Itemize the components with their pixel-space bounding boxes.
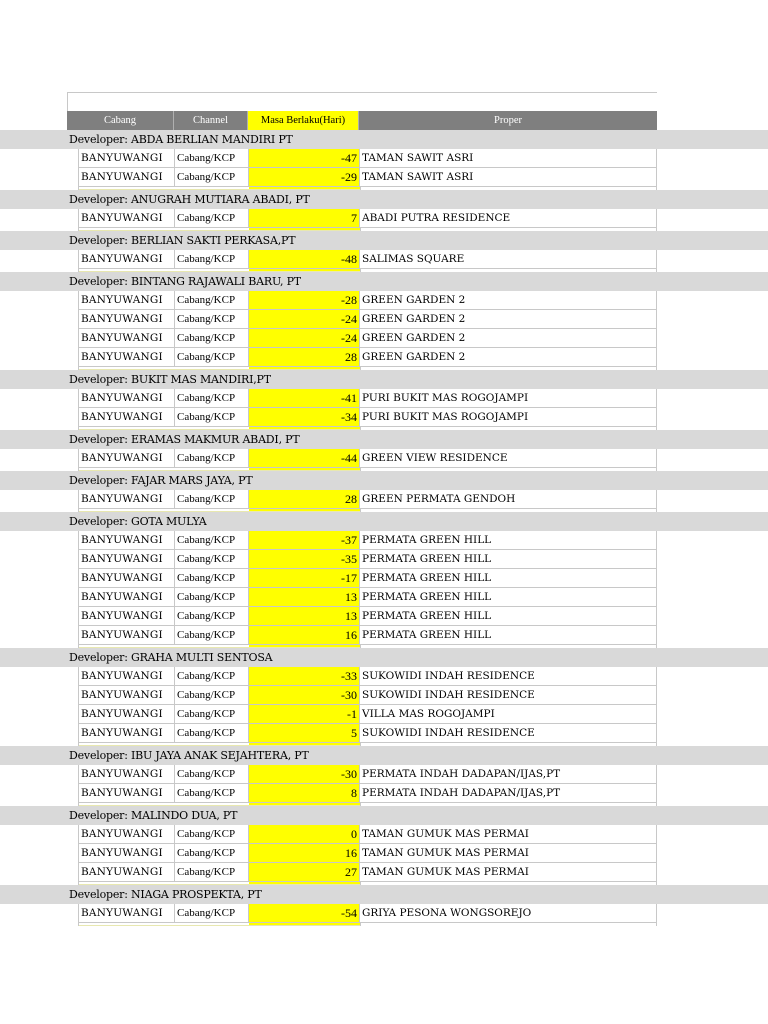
spacer-cell bbox=[249, 367, 360, 370]
cell-masa-berlaku[interactable]: 16 bbox=[249, 844, 360, 862]
table-row[interactable] bbox=[78, 490, 657, 509]
cell-cabang[interactable]: BANYUWANGI bbox=[79, 329, 175, 347]
spacer-cell bbox=[79, 882, 249, 885]
developer-group-header[interactable]: Developer: GRAHA MULTI SENTOSA bbox=[0, 648, 768, 667]
developer-group-header[interactable]: Developer: MALINDO DUA, PT bbox=[0, 806, 768, 825]
spacer-cell bbox=[249, 468, 360, 471]
cell-cabang[interactable]: BANYUWANGI bbox=[79, 607, 175, 625]
header-cabang[interactable]: Cabang bbox=[67, 111, 174, 130]
group-spacer bbox=[78, 367, 657, 370]
cell-cabang[interactable]: BANYUWANGI bbox=[79, 389, 175, 407]
cell-channel[interactable]: Cabang/KCP bbox=[175, 310, 249, 328]
cell-masa-berlaku[interactable]: 16 bbox=[249, 626, 360, 644]
cell-cabang[interactable]: BANYUWANGI bbox=[79, 863, 175, 881]
group-spacer bbox=[78, 923, 657, 926]
cell-masa-berlaku[interactable]: -28 bbox=[249, 291, 360, 309]
cell-masa-berlaku[interactable]: -48 bbox=[249, 250, 360, 268]
table-row[interactable] bbox=[78, 531, 657, 550]
cell-cabang[interactable]: BANYUWANGI bbox=[79, 626, 175, 644]
cell-proper[interactable]: GREEN GARDEN 2 bbox=[362, 294, 466, 306]
cell-masa-berlaku[interactable]: 28 bbox=[249, 348, 360, 366]
cell-masa-berlaku[interactable]: -30 bbox=[249, 686, 360, 704]
cell-masa-berlaku[interactable]: 0 bbox=[249, 825, 360, 843]
cell-proper[interactable]: SUKOWIDI INDAH RESIDENCE bbox=[362, 670, 535, 682]
cell-cabang[interactable]: BANYUWANGI bbox=[79, 449, 175, 467]
cell-channel[interactable]: Cabang/KCP bbox=[175, 168, 249, 186]
cell-cabang[interactable]: BANYUWANGI bbox=[79, 310, 175, 328]
cell-channel[interactable]: Cabang/KCP bbox=[175, 408, 249, 426]
cell-masa-berlaku[interactable]: -34 bbox=[249, 408, 360, 426]
cell-channel[interactable]: Cabang/KCP bbox=[175, 784, 249, 802]
cell-cabang[interactable]: BANYUWANGI bbox=[79, 904, 175, 922]
table-row[interactable] bbox=[78, 904, 657, 923]
spacer-cell bbox=[360, 468, 656, 471]
table-row[interactable] bbox=[78, 724, 657, 743]
cell-masa-berlaku[interactable]: 13 bbox=[249, 607, 360, 625]
table-row[interactable] bbox=[78, 329, 657, 348]
cell-channel[interactable]: Cabang/KCP bbox=[175, 550, 249, 568]
group-spacer bbox=[78, 427, 657, 430]
cell-cabang[interactable]: BANYUWANGI bbox=[79, 825, 175, 843]
cell-proper[interactable]: PERMATA INDAH DADAPAN/IJAS,PT bbox=[362, 787, 561, 799]
spacer-cell bbox=[79, 427, 249, 430]
cell-masa-berlaku[interactable]: -24 bbox=[249, 310, 360, 328]
table-row[interactable] bbox=[78, 149, 657, 168]
cell-channel[interactable]: Cabang/KCP bbox=[175, 904, 249, 922]
cell-proper[interactable]: PURI BUKIT MAS ROGOJAMPI bbox=[362, 392, 529, 404]
cell-masa-berlaku[interactable]: 8 bbox=[249, 784, 360, 802]
cell-channel[interactable]: Cabang/KCP bbox=[175, 490, 249, 508]
table-row[interactable] bbox=[78, 765, 657, 784]
cell-channel[interactable]: Cabang/KCP bbox=[175, 705, 249, 723]
cell-proper[interactable]: VILLA MAS ROGOJAMPI bbox=[362, 708, 495, 720]
table-row[interactable] bbox=[78, 844, 657, 863]
table-row[interactable] bbox=[78, 626, 657, 645]
spacer-cell bbox=[249, 645, 360, 648]
cell-channel[interactable]: Cabang/KCP bbox=[175, 825, 249, 843]
cell-masa-berlaku[interactable]: -54 bbox=[249, 904, 360, 922]
spacer-cell bbox=[79, 228, 249, 231]
group-spacer bbox=[78, 645, 657, 648]
cell-masa-berlaku[interactable]: 5 bbox=[249, 724, 360, 742]
cell-cabang[interactable]: BANYUWANGI bbox=[79, 348, 175, 366]
group-spacer bbox=[78, 468, 657, 471]
cell-channel[interactable]: Cabang/KCP bbox=[175, 667, 249, 685]
spacer-cell bbox=[249, 187, 360, 190]
table-row[interactable] bbox=[78, 408, 657, 427]
group-spacer bbox=[78, 743, 657, 746]
developer-group-header[interactable]: Developer: FAJAR MARS JAYA, PT bbox=[0, 471, 768, 490]
spacer-cell bbox=[249, 269, 360, 272]
cell-channel[interactable]: Cabang/KCP bbox=[175, 686, 249, 704]
developer-group-header[interactable]: Developer: GOTA MULYA bbox=[0, 512, 768, 531]
cell-proper[interactable]: PERMATA GREEN HILL bbox=[362, 553, 492, 565]
spacer-cell bbox=[79, 645, 249, 648]
cell-proper[interactable]: PERMATA GREEN HILL bbox=[362, 591, 492, 603]
spacer-cell bbox=[249, 427, 360, 430]
table-row[interactable] bbox=[78, 310, 657, 329]
cell-cabang[interactable]: BANYUWANGI bbox=[79, 844, 175, 862]
table-row[interactable] bbox=[78, 863, 657, 882]
spacer-cell bbox=[249, 882, 360, 885]
cell-proper[interactable]: GRIYA PESONA WONGSOREJO bbox=[362, 907, 532, 919]
cell-channel[interactable]: Cabang/KCP bbox=[175, 291, 249, 309]
cell-proper[interactable]: GREEN GARDEN 2 bbox=[362, 351, 466, 363]
cell-masa-berlaku[interactable]: -44 bbox=[249, 449, 360, 467]
developer-group-header[interactable]: Developer: BERLIAN SAKTI PERKASA,PT bbox=[0, 231, 768, 250]
cell-proper[interactable]: PURI BUKIT MAS ROGOJAMPI bbox=[362, 411, 529, 423]
group-spacer bbox=[78, 269, 657, 272]
spacer-cell bbox=[79, 509, 249, 512]
cell-cabang[interactable]: BANYUWANGI bbox=[79, 667, 175, 685]
cell-masa-berlaku[interactable]: -37 bbox=[249, 531, 360, 549]
cell-proper[interactable]: SALIMAS SQUARE bbox=[362, 253, 465, 265]
group-spacer bbox=[78, 509, 657, 512]
spacer-cell bbox=[360, 509, 656, 512]
cell-channel[interactable]: Cabang/KCP bbox=[175, 250, 249, 268]
spacer-cell bbox=[360, 645, 656, 648]
table-row[interactable] bbox=[78, 449, 657, 468]
cell-proper[interactable]: PERMATA GREEN HILL bbox=[362, 610, 492, 622]
cell-channel[interactable]: Cabang/KCP bbox=[175, 844, 249, 862]
cell-proper[interactable]: TAMAN GUMUK MAS PERMAI bbox=[362, 847, 529, 859]
spacer-cell bbox=[79, 743, 249, 746]
cell-cabang[interactable]: BANYUWANGI bbox=[79, 490, 175, 508]
cell-masa-berlaku[interactable]: -24 bbox=[249, 329, 360, 347]
cell-masa-berlaku[interactable]: -47 bbox=[249, 149, 360, 167]
spacer-cell bbox=[79, 468, 249, 471]
cell-masa-berlaku[interactable]: -33 bbox=[249, 667, 360, 685]
table-row[interactable] bbox=[78, 348, 657, 367]
cell-channel[interactable]: Cabang/KCP bbox=[175, 588, 249, 606]
cell-masa-berlaku[interactable]: -41 bbox=[249, 389, 360, 407]
cell-cabang[interactable]: BANYUWANGI bbox=[79, 686, 175, 704]
spacer-cell bbox=[249, 803, 360, 806]
table-row[interactable] bbox=[78, 291, 657, 310]
cell-channel[interactable]: Cabang/KCP bbox=[175, 765, 249, 783]
developer-group-header[interactable]: Developer: ANUGRAH MUTIARA ABADI, PT bbox=[0, 190, 768, 209]
cell-cabang[interactable]: BANYUWANGI bbox=[79, 784, 175, 802]
cell-cabang[interactable]: BANYUWANGI bbox=[79, 168, 175, 186]
cell-proper[interactable]: TAMAN SAWIT ASRI bbox=[362, 152, 474, 164]
cell-cabang[interactable]: BANYUWANGI bbox=[79, 765, 175, 783]
spacer-cell bbox=[360, 803, 656, 806]
cell-channel[interactable]: Cabang/KCP bbox=[175, 724, 249, 742]
cell-masa-berlaku[interactable]: -29 bbox=[249, 168, 360, 186]
cell-channel[interactable]: Cabang/KCP bbox=[175, 531, 249, 549]
group-spacer bbox=[78, 803, 657, 806]
group-spacer bbox=[78, 882, 657, 885]
cell-masa-berlaku[interactable]: -35 bbox=[249, 550, 360, 568]
group-spacer bbox=[78, 187, 657, 190]
spacer-cell bbox=[249, 228, 360, 231]
cell-masa-berlaku[interactable]: -17 bbox=[249, 569, 360, 587]
spacer-cell bbox=[249, 509, 360, 512]
cell-channel[interactable]: Cabang/KCP bbox=[175, 389, 249, 407]
cell-proper[interactable]: PERMATA GREEN HILL bbox=[362, 572, 492, 584]
cell-masa-berlaku[interactable]: -1 bbox=[249, 705, 360, 723]
table-row[interactable] bbox=[78, 168, 657, 187]
header-masa-berlaku[interactable]: Masa Berlaku(Hari) bbox=[248, 111, 359, 130]
spacer-cell bbox=[360, 923, 656, 926]
cell-masa-berlaku[interactable]: 27 bbox=[249, 863, 360, 881]
spacer-cell bbox=[360, 187, 656, 190]
developer-group-header[interactable]: Developer: ABDA BERLIAN MANDIRI PT bbox=[0, 130, 768, 149]
spacer-cell bbox=[79, 187, 249, 190]
table-row[interactable] bbox=[78, 588, 657, 607]
cell-proper[interactable]: TAMAN GUMUK MAS PERMAI bbox=[362, 866, 529, 878]
spacer-cell bbox=[360, 427, 656, 430]
cell-cabang[interactable]: BANYUWANGI bbox=[79, 550, 175, 568]
cell-proper[interactable]: SUKOWIDI INDAH RESIDENCE bbox=[362, 727, 535, 739]
table-row[interactable] bbox=[78, 209, 657, 228]
header-proper[interactable]: Proper bbox=[494, 115, 522, 126]
spacer-cell bbox=[79, 269, 249, 272]
cell-proper[interactable]: PERMATA GREEN HILL bbox=[362, 629, 492, 641]
cell-masa-berlaku[interactable]: 7 bbox=[249, 209, 360, 227]
cell-cabang[interactable]: BANYUWANGI bbox=[79, 705, 175, 723]
table-header bbox=[67, 111, 657, 130]
group-spacer bbox=[78, 228, 657, 231]
cell-proper[interactable]: GREEN VIEW RESIDENCE bbox=[362, 452, 508, 464]
spacer-cell bbox=[360, 367, 656, 370]
table-row[interactable] bbox=[78, 686, 657, 705]
table-row[interactable] bbox=[78, 667, 657, 686]
cell-channel[interactable]: Cabang/KCP bbox=[175, 863, 249, 881]
table-row[interactable] bbox=[78, 250, 657, 269]
cell-cabang[interactable]: BANYUWANGI bbox=[79, 724, 175, 742]
cell-cabang[interactable]: BANYUWANGI bbox=[79, 291, 175, 309]
cell-channel[interactable]: Cabang/KCP bbox=[175, 569, 249, 587]
cell-proper[interactable]: GREEN PERMATA GENDOH bbox=[362, 493, 516, 505]
cell-channel[interactable]: Cabang/KCP bbox=[175, 449, 249, 467]
cell-proper[interactable]: PERMATA INDAH DADAPAN/IJAS,PT bbox=[362, 768, 561, 780]
spacer-cell bbox=[249, 743, 360, 746]
table-row[interactable] bbox=[78, 550, 657, 569]
cell-cabang[interactable]: BANYUWANGI bbox=[79, 250, 175, 268]
developer-group-header[interactable]: Developer: BUKIT MAS MANDIRI,PT bbox=[0, 370, 768, 389]
spacer-cell bbox=[360, 743, 656, 746]
cell-masa-berlaku[interactable]: 13 bbox=[249, 588, 360, 606]
cell-proper[interactable]: TAMAN SAWIT ASRI bbox=[362, 171, 474, 183]
cell-channel[interactable]: Cabang/KCP bbox=[175, 329, 249, 347]
developer-group-header[interactable]: Developer: BINTANG RAJAWALI BARU, PT bbox=[0, 272, 768, 291]
table-row[interactable] bbox=[78, 607, 657, 626]
cell-proper[interactable]: GREEN GARDEN 2 bbox=[362, 313, 466, 325]
spacer-cell bbox=[360, 269, 656, 272]
table-row[interactable] bbox=[78, 389, 657, 408]
spacer-cell bbox=[360, 882, 656, 885]
cell-channel[interactable]: Cabang/KCP bbox=[175, 149, 249, 167]
spacer-cell bbox=[79, 923, 249, 926]
cell-channel[interactable]: Cabang/KCP bbox=[175, 607, 249, 625]
header-channel[interactable]: Channel bbox=[174, 111, 248, 130]
cell-cabang[interactable]: BANYUWANGI bbox=[79, 149, 175, 167]
table-row[interactable] bbox=[78, 825, 657, 844]
cell-channel[interactable]: Cabang/KCP bbox=[175, 626, 249, 644]
developer-groups bbox=[0, 130, 768, 926]
cell-channel[interactable]: Cabang/KCP bbox=[175, 348, 249, 366]
cell-proper[interactable]: ABADI PUTRA RESIDENCE bbox=[362, 212, 511, 224]
sheet-top-border bbox=[67, 92, 657, 111]
cell-proper[interactable]: PERMATA GREEN HILL bbox=[362, 534, 492, 546]
table-row[interactable] bbox=[78, 705, 657, 724]
table-row[interactable] bbox=[78, 784, 657, 803]
cell-masa-berlaku[interactable]: 28 bbox=[249, 490, 360, 508]
cell-masa-berlaku[interactable]: -30 bbox=[249, 765, 360, 783]
cell-cabang[interactable]: BANYUWANGI bbox=[79, 588, 175, 606]
cell-proper[interactable]: SUKOWIDI INDAH RESIDENCE bbox=[362, 689, 535, 701]
table-row[interactable] bbox=[78, 569, 657, 588]
cell-cabang[interactable]: BANYUWANGI bbox=[79, 531, 175, 549]
spacer-cell bbox=[249, 923, 360, 926]
spacer-cell bbox=[79, 803, 249, 806]
spacer-cell bbox=[360, 228, 656, 231]
cell-channel[interactable]: Cabang/KCP bbox=[175, 209, 249, 227]
spacer-cell bbox=[79, 367, 249, 370]
developer-group-header[interactable]: Developer: ERAMAS MAKMUR ABADI, PT bbox=[0, 430, 768, 449]
cell-proper[interactable]: TAMAN GUMUK MAS PERMAI bbox=[362, 828, 529, 840]
developer-group-header[interactable]: Developer: IBU JAYA ANAK SEJAHTERA, PT bbox=[0, 746, 768, 765]
cell-cabang[interactable]: BANYUWANGI bbox=[79, 569, 175, 587]
cell-proper[interactable]: GREEN GARDEN 2 bbox=[362, 332, 466, 344]
cell-cabang[interactable]: BANYUWANGI bbox=[79, 408, 175, 426]
cell-cabang[interactable]: BANYUWANGI bbox=[79, 209, 175, 227]
developer-group-header[interactable]: Developer: NIAGA PROSPEKTA, PT bbox=[0, 885, 768, 904]
